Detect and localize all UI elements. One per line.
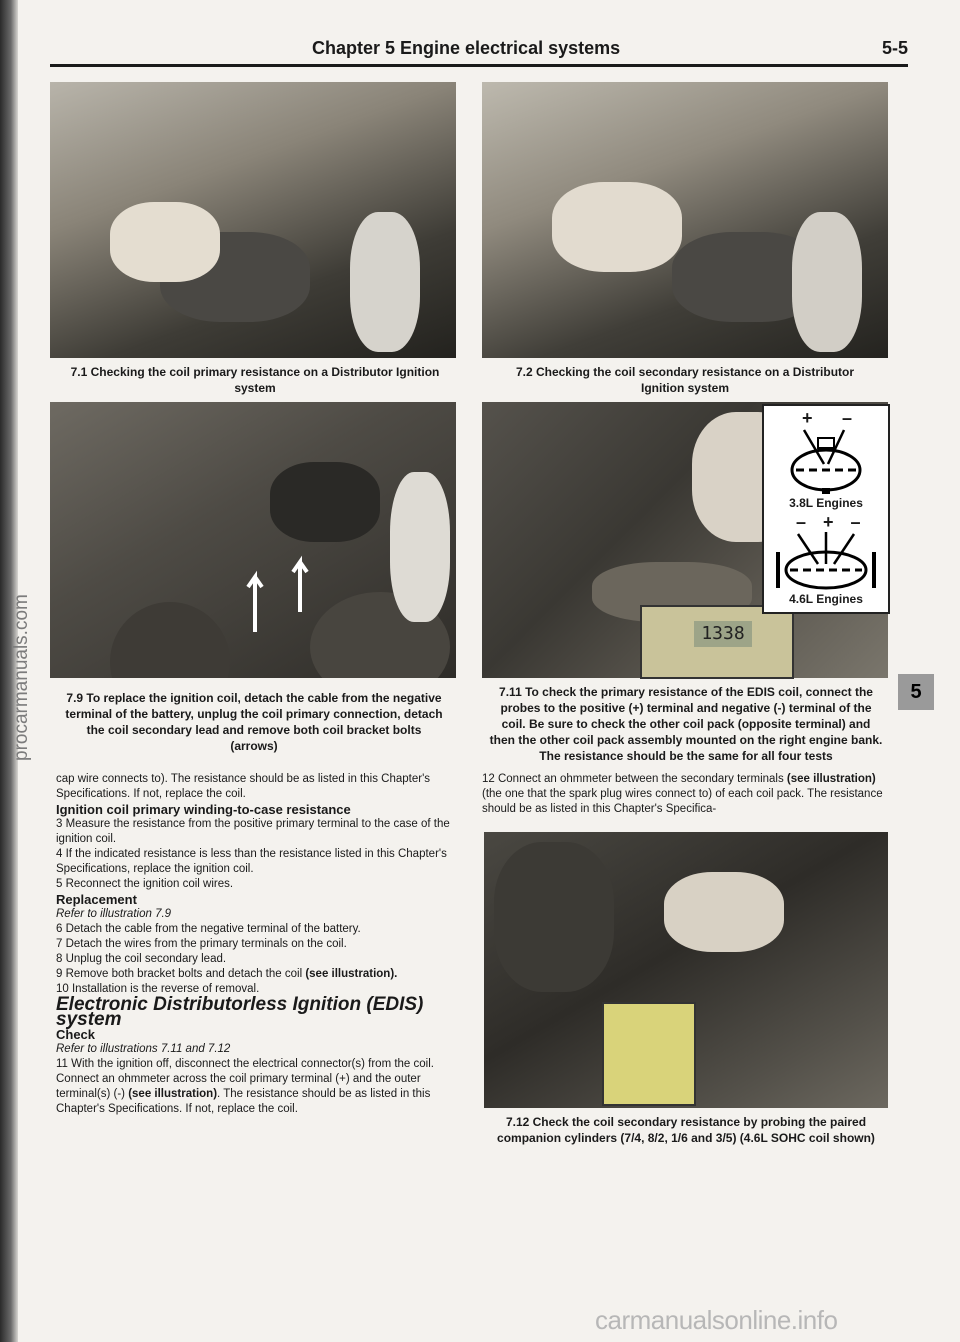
chapter-title: Chapter 5 Engine electrical systems xyxy=(312,38,621,58)
label-3-8l: 3.8L Engines xyxy=(789,496,863,510)
step-10: 10 Installation is the reverse of removal. xyxy=(56,983,260,995)
step-12: 12 Connect an ohmmeter between the secondary terminals (see illustration) (the one that the spark plug wires connect to) of each coil pack. The resistance should be as listed in this Chapter's Specifica- xyxy=(482,773,883,815)
meter-display: 1338 xyxy=(694,621,752,647)
intro-paragraph: cap wire connects to). The resistance should be as listed in this Chapter's Specifications. If not, replace the coil. xyxy=(56,773,431,800)
step-5: 5 Reconnect the ignition coil wires. xyxy=(56,878,234,890)
step-7: 7 Detach the wires from the primary terminals on the coil. xyxy=(56,938,347,950)
right-text-column xyxy=(482,772,888,817)
heading-replacement: Replacement xyxy=(56,892,137,907)
header-rule xyxy=(50,64,908,67)
step-6: 6 Detach the cable from the negative terminal of the battery. xyxy=(56,923,361,935)
photo-7-1 xyxy=(50,82,456,358)
caption-7-9: 7.9 To replace the ignition coil, detach the cable from the negative terminal of the battery, unplug the coil primary connection, detach the coil secondary lead and remove both coil bracket bolts (arrows) xyxy=(65,691,443,753)
terminal-diagram-inset xyxy=(762,404,890,614)
label-4-6l: 4.6L Engines xyxy=(789,592,863,606)
page-number: 5-5 xyxy=(881,38,908,58)
photo-7-2 xyxy=(482,82,888,358)
step-11: 11 With the ignition off, disconnect the electrical connector(s) from the coil. Connect an ohmmeter across the coil primary terminal (+) and the outer terminal(s) (-) (see illustration). The resistance should be as listed in this Chapter's Specifications. If not, replace the coil. xyxy=(56,1058,434,1115)
heading-check: Check xyxy=(56,1027,96,1042)
refer-7-9: Refer to illustration 7.9 xyxy=(56,908,172,920)
multimeter xyxy=(640,605,794,679)
coil-38l-diagram xyxy=(764,424,888,494)
side-watermark: procarmanuals.com xyxy=(11,594,32,761)
photo-7-12 xyxy=(484,832,888,1108)
caption-7-12: 7.12 Check the coil secondary resistance by probing the paired companion cylinders (7/4, 8/2, 1/6 and 3/5) (4.6L SOHC coil shown) xyxy=(497,1115,875,1145)
signs-4-6l: – + – xyxy=(796,512,867,532)
step-8: 8 Unplug the coil secondary lead. xyxy=(56,953,227,965)
minus-sign: – xyxy=(842,408,853,428)
meter-7-12 xyxy=(602,1002,696,1106)
photo-7-9 xyxy=(50,402,456,678)
arrows xyxy=(50,402,456,678)
bottom-watermark: carmanualsonline.info xyxy=(595,1305,838,1335)
step-9: 9 Remove both bracket bolts and detach the coil (see illustration). xyxy=(56,968,398,980)
section-edis: Electronic Distributorless Ignition (EDIS) system xyxy=(56,994,424,1030)
plus-sign: + xyxy=(802,408,813,428)
caption-7-11: 7.11 To check the primary resistance of the EDIS coil, connect the probes to the positive (+) terminal and negative (-) terminal of the coil. Be sure to check the other coil pack (opposite terminal) and then the other coil pack assembly mounted on the right engine bank. The resistance should be the same for all four tests xyxy=(489,685,883,763)
caption-7-1: 7.1 Checking the coil primary resistance on a Distributor Ignition system xyxy=(70,365,440,395)
step-4: 4 If the indicated resistance is less than the resistance listed in this Chapter's Specifications, replace the ignition coil. xyxy=(56,848,447,875)
coil-46l-diagram xyxy=(764,532,888,592)
left-text-column xyxy=(56,772,456,1117)
chapter-tab: 5 xyxy=(898,674,934,710)
refer-7-11-7-12: Refer to illustrations 7.11 and 7.12 xyxy=(56,1043,231,1055)
heading-primary-winding: Ignition coil primary winding-to-case resistance xyxy=(56,802,351,817)
caption-7-2: 7.2 Checking the coil secondary resistance on a Distributor Ignition system xyxy=(515,365,855,395)
step-3: 3 Measure the resistance from the positive primary terminal to the case of the ignition coil. xyxy=(56,818,450,845)
